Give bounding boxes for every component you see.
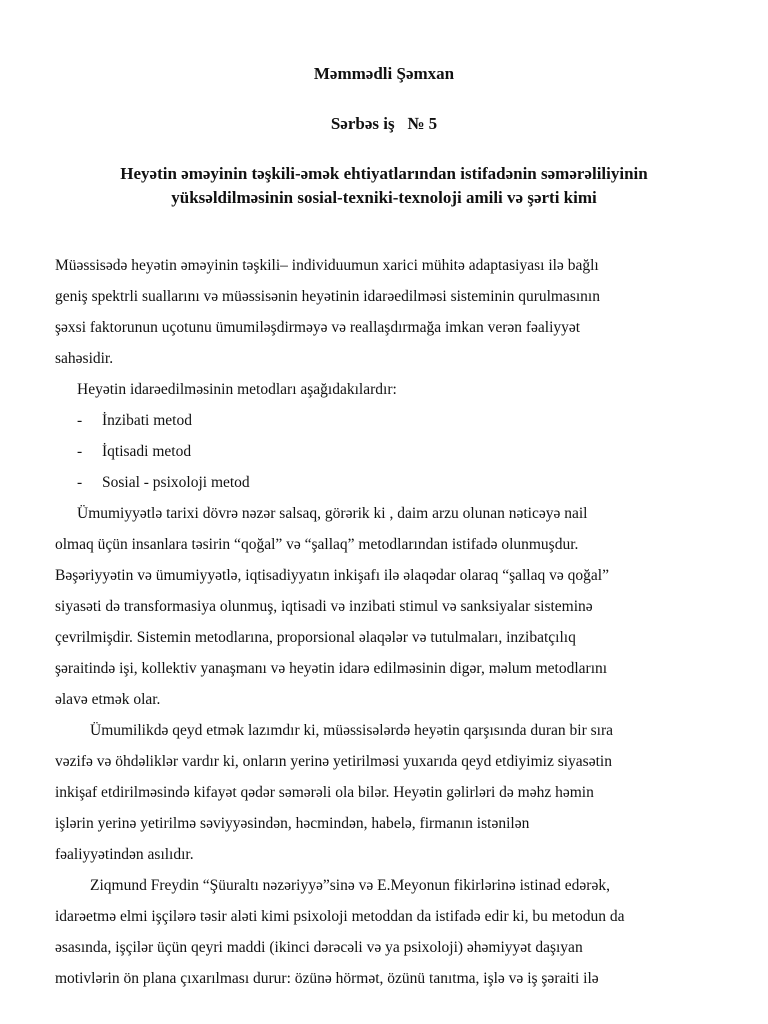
methods-list: [55, 405, 725, 498]
paragraph-duties: [55, 715, 725, 870]
paragraph-line: inkişaf etdirilməsində kifayət qədər səmərəli ola bilər. Heyətin gəlirləri də məhz həmin: [55, 784, 594, 801]
paragraph-history: [55, 498, 725, 715]
paragraph-freud: [55, 870, 725, 994]
author-name: Məmmədli Şəmxan: [313, 64, 455, 83]
title-line: yüksəldilməsinin sosial-texniki-texnoloji amili və şərti kimi: [171, 188, 597, 207]
paragraph-line: idarəetmə elmi işçilərə təsir aləti kimi psixoloji metoddan da istifadə edir ki, bu metodun da: [55, 908, 625, 925]
paragraph-line: geniş spektrli suallarını və müəssisənin heyətinin idarəedilməsi sisteminin qurulmasının: [55, 288, 600, 305]
paragraph-line: Müəssisədə heyətin əməyinin təşkili– individuumun xarici mühitə adaptasiyası ilə bağlı: [55, 257, 599, 274]
paragraph-line: motivlərin ön plana çıxarılması durur: özünə hörmət, özünü tanıtma, işlə və iş şəraiti ilə: [55, 970, 599, 987]
paragraph-line: çevrilmişdir. Sistemin metodlarına, proporsional əlaqələr və tutulmaları, inzibatçılıq: [55, 629, 576, 646]
paragraph-line: fəaliyyətindən asılıdır.: [55, 846, 194, 863]
paragraph-line: Ümumilikdə qeyd etmək lazımdır ki, müəssisələrdə heyətin qarşısında duran bir sıra: [90, 722, 613, 739]
paragraph-line: siyasəti də transformasiya olunmuş, iqtisadi və inzibati stimul və sanksiyalar sisteminə: [55, 598, 593, 615]
list-item: [55, 405, 725, 436]
work-number: Sərbəs iş № 5: [330, 114, 438, 133]
paragraph-line: sahəsidir.: [55, 350, 114, 367]
paragraph-line: vəzifə və öhdəliklər vardır ki, onların yerinə yetirilməsi yuxarıda qeyd etdiyimiz siyasətin: [55, 753, 612, 770]
paragraph-intro: [55, 250, 725, 374]
paragraph-line: əlavə etmək olar.: [55, 691, 161, 708]
methods-intro: Heyətin idarəedilməsinin metodları aşağıdakılardır:: [77, 381, 397, 398]
title-line: Heyətin əməyinin təşkili-əmək ehtiyatlarından istifadənin səmərəliliyinin: [120, 164, 648, 183]
paragraph-line: şəraitində işi, kollektiv yanaşmanı və heyətin idarə edilməsinin digər, məlum metodlarını: [55, 660, 608, 677]
paragraph-line: Bəşəriyyətin və ümumiyyətlə, iqtisadiyyatın inkişafı ilə əlaqədar olaraq “şallaq və qoğal”: [55, 567, 609, 584]
list-item: [55, 467, 725, 498]
paragraph-line: olmaq üçün insanlara təsirin “qoğal” və “şallaq” metodlarından istifadə olunmuşdur.: [55, 536, 579, 553]
paragraph-line: Ümumiyyətlə tarixi dövrə nəzər salsaq, görərik ki , daim arzu olunan nəticəyə nail: [77, 505, 588, 522]
list-item: [55, 436, 725, 467]
body-text: [55, 250, 725, 994]
list-dash: -: [77, 474, 83, 491]
method-label: İnzibati metod: [102, 412, 192, 429]
method-label: Sosial - psixoloji metod: [102, 474, 250, 491]
method-label: İqtisadi metod: [102, 443, 192, 460]
paragraph-line: Ziqmund Freydin “Şüuraltı nəzəriyyə”sinə və E.Meyonun fikirlərinə istinad edərək,: [90, 877, 610, 894]
paragraph-line: şəxsi faktorunun uçotunu ümumiləşdirməyə və reallaşdırmağa imkan verən fəaliyyət: [55, 319, 581, 336]
document-title: [0, 162, 768, 210]
list-dash: -: [77, 443, 83, 460]
paragraph-line: əsasında, işçilər üçün qeyri maddi (ikinci dərəcəli və ya psixoloji) əhəmiyyət daşıyan: [55, 939, 583, 956]
list-dash: -: [77, 412, 83, 429]
paragraph-line: işlərin yerinə yetirilmə səviyyəsindən, həcmindən, habelə, firmanın istənilən: [55, 815, 530, 832]
